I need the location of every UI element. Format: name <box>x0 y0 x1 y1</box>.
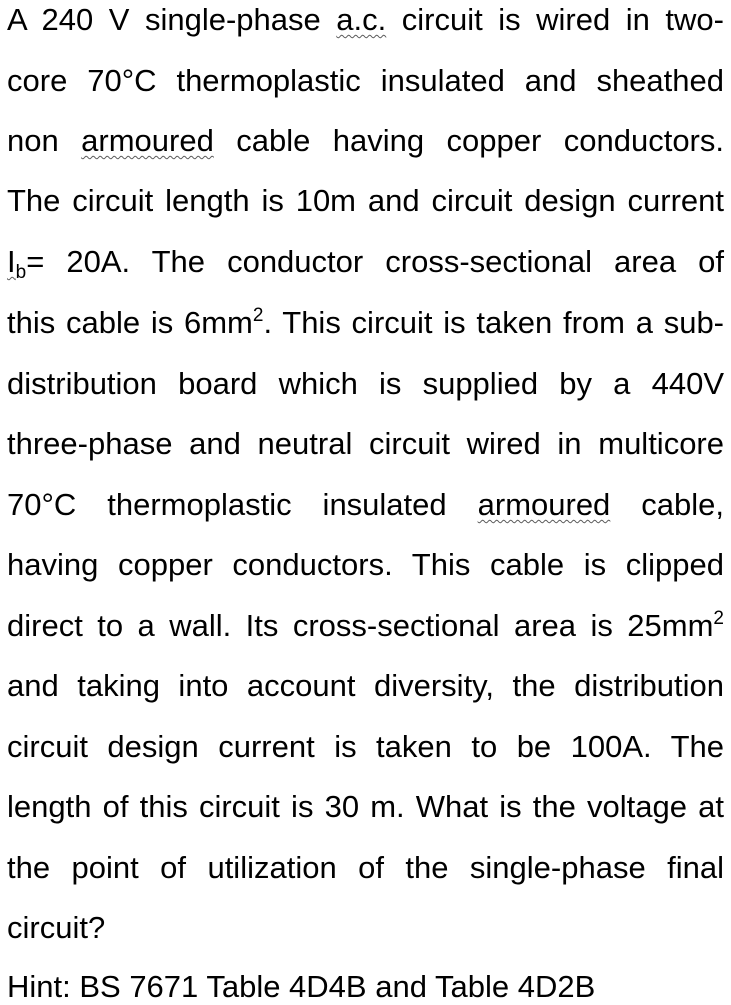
text-line-9: 70°C thermoplastic insulated armoured cable, <box>7 487 725 522</box>
text-line-7: distribution board which is supplied by a 440V <box>7 366 724 401</box>
text-line-6: this cable is $6mm^2$. This circuit is taken from a sub- <box>7 305 725 340</box>
text-line-4: The circuit length is 10m and circuit design current <box>7 183 724 218</box>
text-line-10: having copper conductors. This cable is clipped <box>7 547 724 582</box>
text-line-8: three-phase and neutral circuit wired in multicore <box>7 426 724 461</box>
text-line-11: direct to a wall. Its cross-sectional area is $25mm^2$ <box>7 608 724 643</box>
spellcheck-underline: armoured <box>81 123 214 158</box>
spellcheck-underline: armoured <box>477 487 611 522</box>
text-line-12: and taking into account diversity, the distribution <box>7 668 724 703</box>
text-line-1: A 240 V single-phase a.c. circuit is wired in two- <box>7 2 724 37</box>
text-line-15: the point of utilization of the single-phase final <box>7 850 724 885</box>
text-line-3: non armoured cable having copper conductors. <box>7 123 724 158</box>
spellcheck-underline: $I_b$ <box>7 244 27 283</box>
text-line-2: core 70°C thermoplastic insulated and sheathed <box>7 63 724 98</box>
text-line-16: circuit? <box>7 910 106 945</box>
text-line-14: length of this circuit is 30 m. What is the voltage at <box>7 789 724 824</box>
spellcheck-underline: a.c. <box>336 2 387 37</box>
text-line-5: $I_b= 20A$. The conductor cross-sectional area of <box>7 244 724 283</box>
text-line-13: circuit design current is taken to be 100A. The <box>7 729 724 764</box>
hint-text: Hint: BS 7671 Table 4D4B and Table 4D2B <box>7 969 596 1004</box>
